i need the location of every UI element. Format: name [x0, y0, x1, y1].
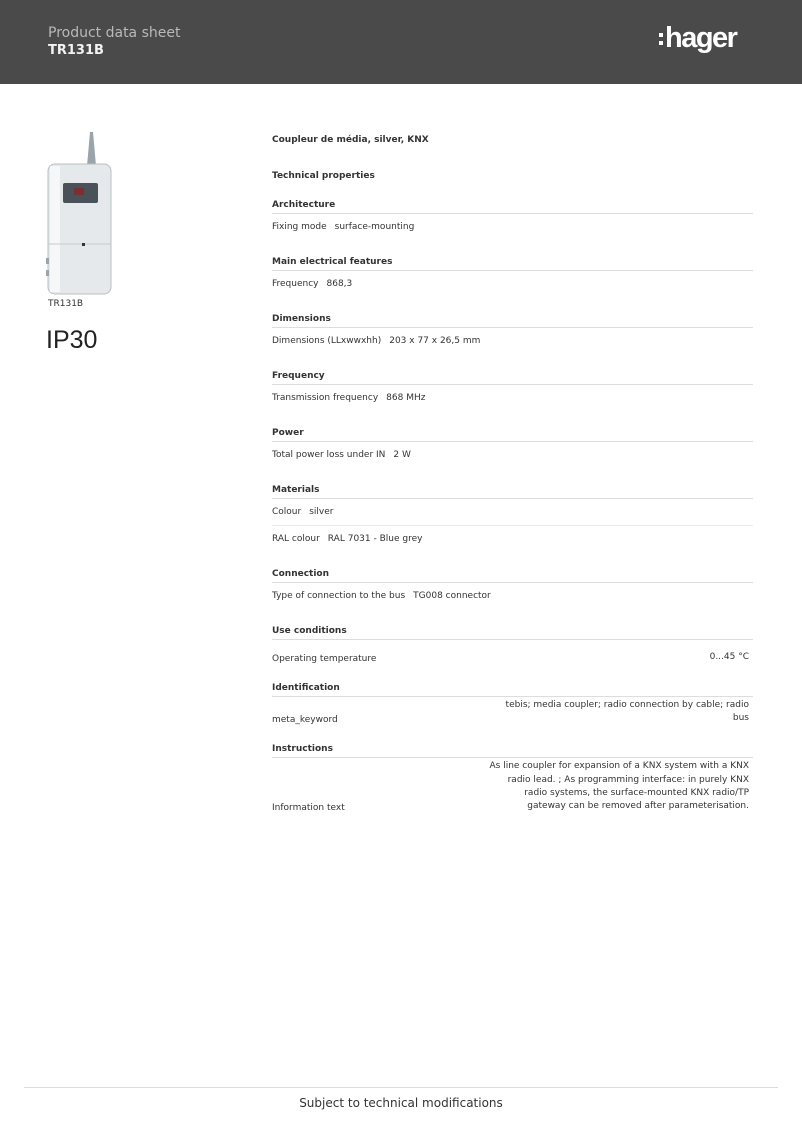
property-label: Type of connection to the bus [272, 591, 406, 601]
property-value: surface-mounting [334, 222, 415, 232]
section-title: Main electrical features [272, 254, 753, 271]
property-value: tebis; media coupler; radio connection by cable; radio bus [505, 700, 749, 724]
footer-divider [24, 1087, 778, 1088]
property-row [272, 214, 753, 240]
property-value: TG008 connector [413, 591, 491, 601]
section-power [272, 425, 753, 468]
property-value: As line coupler for expansion of a KNX system with a KNX radio lead. ; As programming interface: in purely KNX radio systems, the surface-mounted KNX radio/TP gateway can be removed after parameterisation. [489, 761, 749, 812]
footer-note: Subject to technical modifications [299, 1096, 503, 1110]
section-main-electrical-features [272, 254, 753, 297]
property-value: RAL 7031 - Blue grey [327, 534, 423, 544]
property-row [272, 583, 753, 609]
property-row [272, 328, 753, 354]
property-value: 203 x 77 x 26,5 mm [389, 336, 481, 346]
header-subtitle: Product data sheet [48, 25, 181, 41]
section-title: Dimensions [272, 311, 753, 328]
specifications [272, 133, 753, 815]
brand-name: hager [665, 24, 737, 54]
brand-logo [654, 24, 758, 60]
product-title: Coupleur de média, silver, KNX [272, 135, 429, 145]
section-title: Frequency [272, 368, 753, 385]
property-row [272, 499, 753, 526]
technical-properties-heading: Technical properties [272, 171, 375, 181]
section-title: Use conditions [272, 623, 753, 640]
property-label: Total power loss under IN [272, 450, 386, 460]
section-instructions [272, 741, 753, 815]
header-reference: TR131B [48, 43, 104, 58]
image-caption: TR131B [48, 299, 84, 309]
section-use-conditions [272, 623, 753, 666]
property-label: RAL colour [272, 534, 320, 544]
property-row [272, 640, 753, 666]
section-title: Identification [272, 680, 753, 697]
property-value: 2 W [393, 450, 411, 460]
section-title: Connection [272, 566, 753, 583]
property-label: Fixing mode [272, 222, 327, 232]
property-label: meta_keyword [272, 715, 338, 726]
ip-rating: IP30 [46, 326, 98, 354]
property-row [272, 758, 753, 815]
section-architecture [272, 197, 753, 240]
section-identification [272, 680, 753, 727]
property-row [272, 697, 753, 727]
section-materials [272, 482, 753, 552]
property-label: Transmission frequency [272, 393, 379, 403]
property-row [272, 526, 753, 552]
property-value: silver [309, 507, 334, 517]
property-label: Dimensions (LLxwwxhh) [272, 336, 382, 346]
property-label: Operating temperature [272, 654, 377, 664]
section-connection [272, 566, 753, 609]
section-title: Instructions [272, 741, 753, 758]
section-title: Materials [272, 482, 753, 499]
section-title: Architecture [272, 197, 753, 214]
section-title: Power [272, 425, 753, 442]
property-value: 868,3 [326, 279, 353, 289]
property-label: Colour [272, 507, 302, 517]
product-image [44, 130, 116, 296]
property-row [272, 271, 753, 297]
property-label: Information text [272, 803, 345, 814]
property-value: 868 MHz [386, 393, 426, 403]
property-value: 0...45 °C [709, 651, 749, 662]
page-header [0, 0, 802, 84]
property-row [272, 442, 753, 468]
section-frequency [272, 368, 753, 411]
property-label: Frequency [272, 279, 319, 289]
property-row [272, 385, 753, 411]
section-dimensions [272, 311, 753, 354]
